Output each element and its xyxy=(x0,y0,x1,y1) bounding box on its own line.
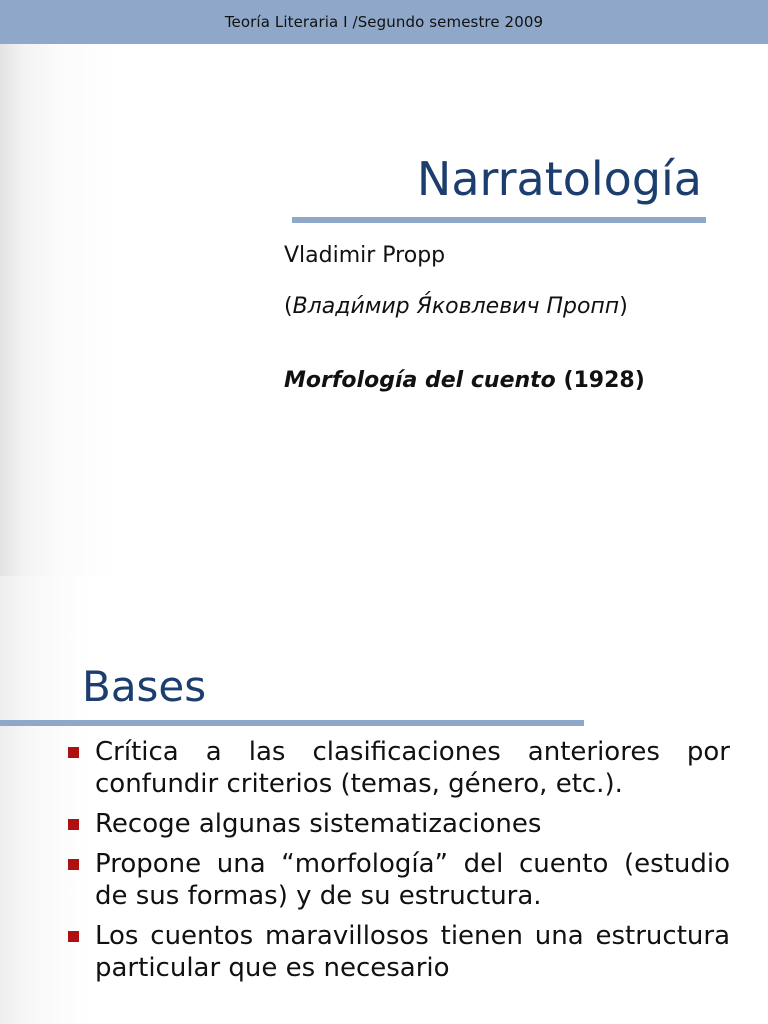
square-bullet-icon xyxy=(68,859,79,870)
slide-title: Bases xyxy=(82,662,207,711)
square-bullet-icon xyxy=(68,819,79,830)
paren-open: ( xyxy=(284,294,293,319)
title-underline xyxy=(292,217,706,223)
bullet-text: Recoge algunas sistematizaciones xyxy=(95,809,542,839)
bullet-text: Propone una “morfología” del cuento (estudio de sus formas) y de su estructura. xyxy=(95,849,730,911)
title-underline xyxy=(0,720,584,726)
square-bullet-icon xyxy=(68,931,79,942)
author-native-name: Влади́мир Я́ковлевич Пропп xyxy=(292,294,620,319)
list-item xyxy=(95,920,730,984)
bullet-text: Los cuentos maravillosos tienen una estructura particular que es necesario xyxy=(95,921,730,983)
course-header: Teoría Literaria I /Segundo semestre 2009 xyxy=(0,0,768,44)
work-year: (1928) xyxy=(555,368,645,393)
square-bullet-icon xyxy=(68,747,79,758)
paren-close: ) xyxy=(619,294,628,319)
author-name: Vladimir Propp xyxy=(284,243,446,268)
author-native-name-line xyxy=(284,294,628,319)
list-item xyxy=(95,848,730,912)
bullet-text: Crítica a las clasificaciones anteriores por confundir criterios (temas, género, etc.). xyxy=(95,737,730,799)
work-reference xyxy=(284,368,645,393)
slide-bases xyxy=(0,576,768,1024)
slide-title: Narratología xyxy=(416,152,702,206)
work-title: Morfología del cuento xyxy=(284,368,556,393)
list-item xyxy=(95,808,730,840)
list-item xyxy=(95,736,730,800)
bullet-list xyxy=(0,736,768,992)
